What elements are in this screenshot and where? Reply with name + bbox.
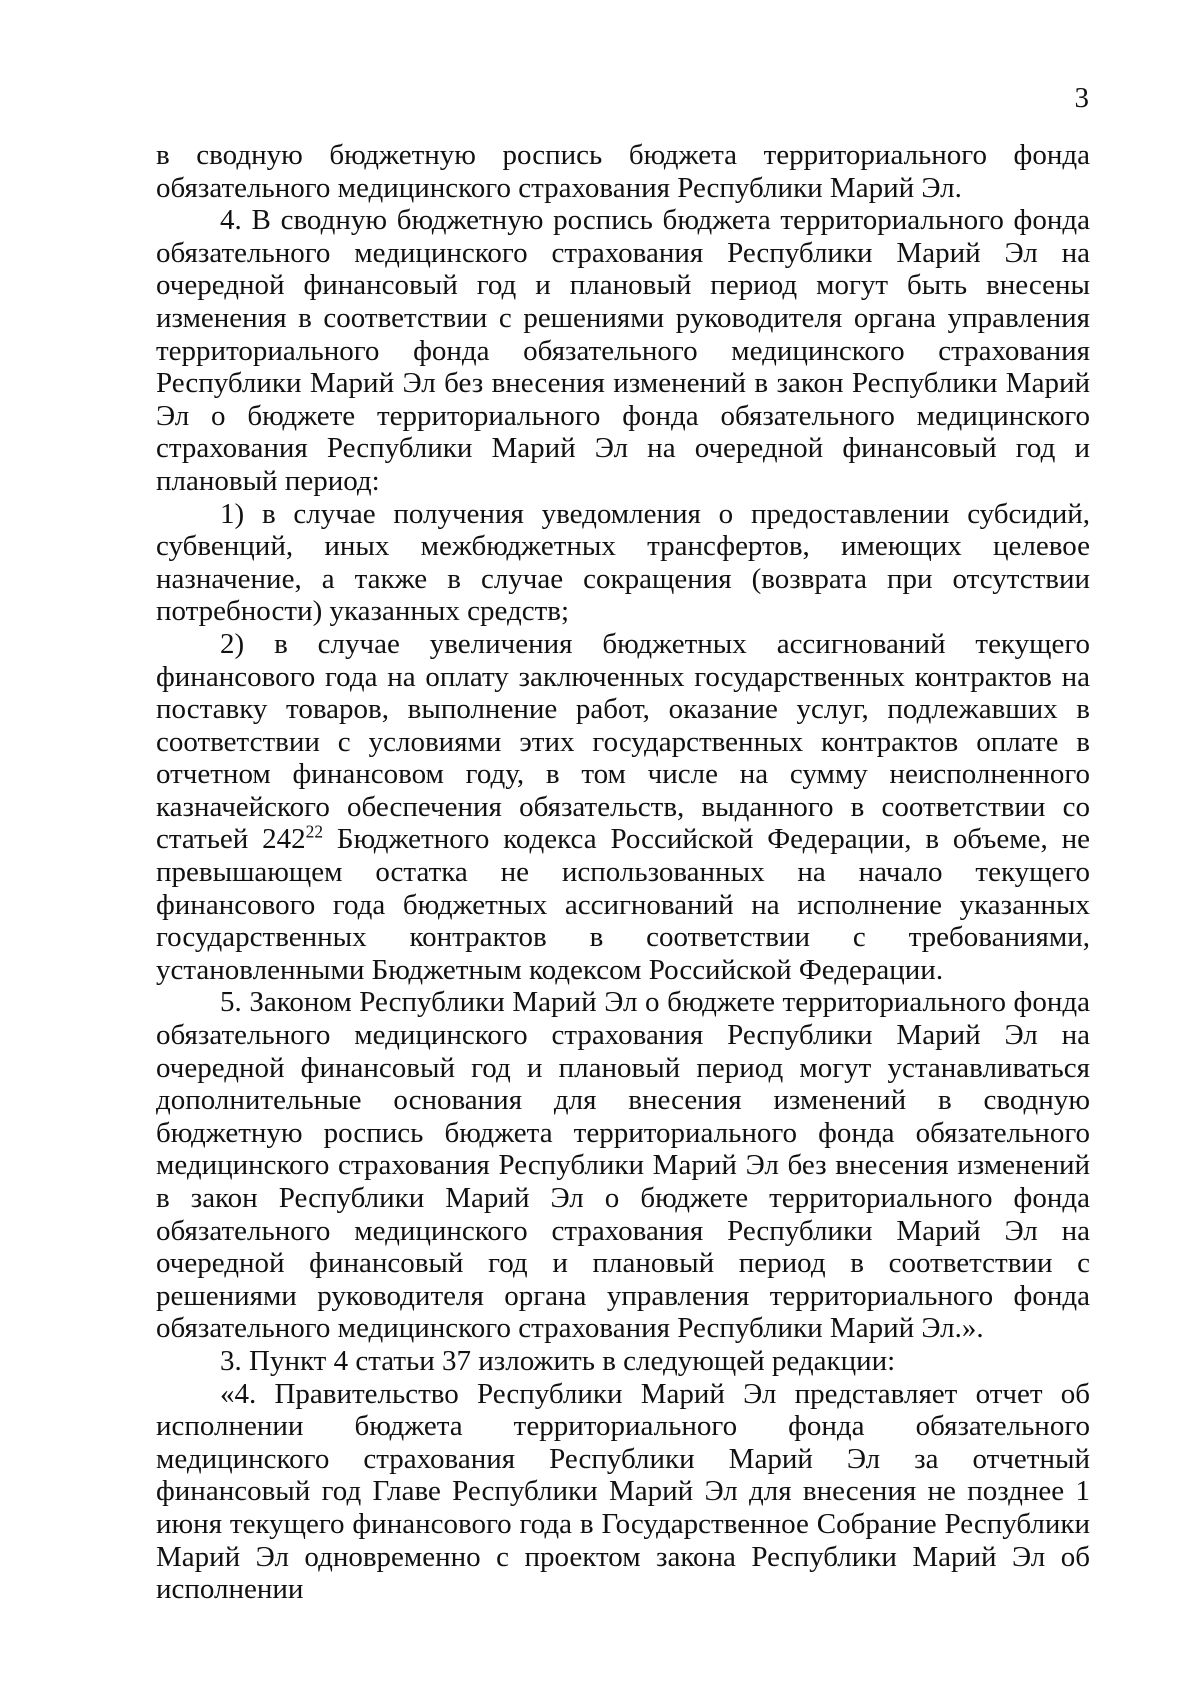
article-number-superscript: 22 bbox=[305, 821, 324, 842]
paragraph-item-5: 5. Законом Республики Марий Эл о бюджете территориального фонда обязательного медицинского страхования Республики Марий Эл на очередной финансовый год и плановый период могут устанавливаться дополнительные основания для внесения изменений в сводную бюджетную роспись бюджета территориального фонда обязательного медицинского страхования Республики Марий Эл без внесения изменений в закон Республики Марий Эл о бюджете территориального фонда обязательного медицинского страхования Республики Марий Эл на очередной финансовый год и плановый период в соответствии с решениями руководителя органа управления территориального фонда обязательного медицинского страхования Республики Марий Эл.». bbox=[156, 986, 1090, 1345]
page-number: 3 bbox=[1074, 82, 1089, 114]
paragraph-subitem-1: 1) в случае получения уведомления о предоставлении субсидий, субвенций, иных межбюджетных трансфертов, имеющих целевое назначение, а также в случае сокращения (возврата при отсутствии потребности) указанных средств; bbox=[156, 497, 1090, 628]
paragraph-item-4: 4. В сводную бюджетную роспись бюджета территориального фонда обязательного медицинского страхования Республики Марий Эл на очередной финансовый год и плановый период могут быть внесены изменения в соответствии с решениями руководителя органа управления территориального фонда обязательного медицинского страхования Республики Марий Эл без внесения изменений в закон Республики Марий Эл о бюджете территориального фонда обязательного медицинского страхования Республики Марий Эл на очередной финансовый год и плановый период: bbox=[156, 204, 1090, 497]
paragraph-new-item-4: «4. Правительство Республики Марий Эл представляет отчет об исполнении бюджета территориального фонда обязательного медицинского страхования Республики Марий Эл за отчетный финансовый год Главе Республики Марий Эл для внесения не позднее 1 июня текущего финансового года в Государственное Собрание Республики Марий Эл одновременно с проектом закона Республики Марий Эл об исполнении bbox=[156, 1377, 1090, 1606]
paragraph-subitem-2-text-start: 2) в случае увеличения бюджетных ассигнований текущего финансового года на оплату заключенных государственных контрактов на поставку товаров, выполнение работ, оказание услуг, подлежавших в соответствии с условиями этих государственных контрактов оплате в отчетном финансовом году, в том числе на сумму неисполненного казначейского обеспечения обязательств, выданного в соответствии со статьей 242 bbox=[156, 627, 1090, 856]
paragraph-subitem-2-text-end: Бюджетного кодекса Российской Федерации, в объеме, не превышающем остатка не использованных на начало текущего финансового года бюджетных ассигнований на исполнение указанных государственных контрактов в соответствии с требованиями, установленными Бюджетным кодексом Российской Федерации. bbox=[156, 823, 1090, 986]
document-body bbox=[156, 139, 1090, 1606]
paragraph-amendment-3: 3. Пункт 4 статьи 37 изложить в следующей редакции: bbox=[220, 1344, 896, 1377]
paragraph-continuation: в сводную бюджетную роспись бюджета территориального фонда обязательного медицинского страхования Республики Марий Эл. bbox=[156, 139, 1090, 204]
paragraph-subitem-2 bbox=[156, 628, 1090, 987]
